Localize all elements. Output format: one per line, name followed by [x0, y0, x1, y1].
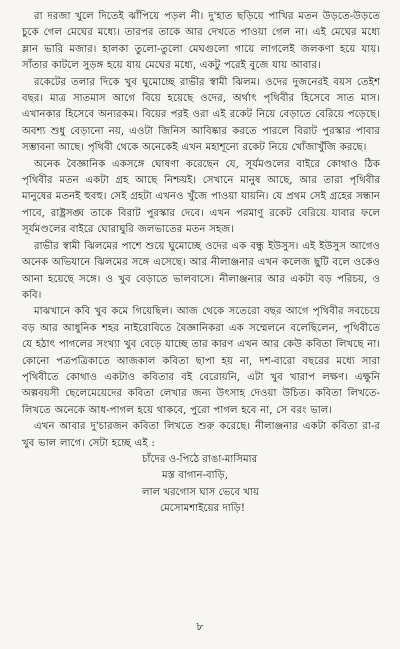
- paragraph-4: রাভীর স্বামী ঝিলমের পাশে শুয়ে ঘুমোচ্ছে ওদের এক বন্ধু ইউসুস। এই ইউসুস আগেও অনেক অভিযানে ঝিলমের সঙ্গে এসেছে। আর নীলাঞ্জনার এখন কলেজ ছুটি বলে ওকেও আনা হয়েছে সঙ্গে। ও খুব বেড়াতে ভালবাসে। নীলাঞ্জনার আর একটা বড় পরিচয়, ও কবি।: [22, 240, 380, 301]
- paragraph-5: মাঝখানে কবি খুব কমে গিয়েছিল। আজ থেকে সতেরো বছর আগে পৃথিবীর সবচেয়ে বড় আর আধুনিক শহর নাইরোবিতে বৈজ্ঞানিকরা এক সম্মেলনে বলেছিলেন, পৃথিবীতে যে হঠাৎ পাগলের সংখ্যা খুব বেড়ে যাচ্ছে তার কারণ এখন আর কেউ কবিতা লিখছে না। কোনো পত্রপত্রিকাতে আজকাল কবিতা ছাপা হয় না, দশ-বারো বছরের মধ্যে সারা পৃথিবীতে কোথাও একটাও কবিতার বই বেরোয়নি, এটা খুব খারাপ লক্ষণ। এক্ষুনি অল্পবয়সী ছেলেমেয়েদের কবিতা লেখার জন্য উৎসাহ দেওয়া উচিত। কবিতা লিখতে-লিখতে অনেকে আধ-পাগল হয়ে থাকবে, পুরো পাগল হবে না, সে বরং ভাল।: [22, 306, 380, 416]
- paragraph-6: এখন আবার দু'চারজন কবিতা লিখতে শুরু করেছে। নীলাঞ্জনার একটা কবিতা রা-র খুব ভাল লাগে। সেটা হচ্ছে এই :: [22, 421, 380, 449]
- page-number: ৮: [196, 620, 204, 633]
- paragraph-2: রকেটের তলার দিকে খুব ঘুমোচ্ছে রাভীর স্বামী ঝিলম। ওদের দুজনেরই বয়স তেইশ বছর। মাত্র সাতমাস আগে বিয়ে হয়েছে ওদের, অর্থাৎ পৃথিবীর হিসেবে সাত মাস। এখানকার হিসেবে অন্যরকম। বিয়ের পরই ওরা এই রকেট নিয়ে বেড়াতে বেরিয়ে পড়েছে। অবশ্য শুধু বেড়ানো নয়, এওটা জিনিস আবিষ্কার করতে পারলে বিরাট পুরস্কার পাবার সম্ভাবনা আছে। পৃথিবী থেকে অনেকেই এখন মহাশূন্যে রকেট নিয়ে খোঁজাখুঁজি করছে।: [22, 76, 380, 154]
- poem-line: চাঁদের ও-পিঠে রাঙা-মাসিমার: [142, 453, 258, 465]
- paragraph-1: রা দরজা খুলে দিতেই ঝাঁপিয়ে পড়ল নী। দু'হাত ছড়িয়ে পাখির মতন উড়তে-উড়তে চুকে গেল মেঘের মধ্যে। তারপর তাকে আর দেখতে পাওয়া গেল না। এই মেঘের মধ্যে ম্লান ভারি মজার। হালকা তুলো-তুলো মেঘগুলো গায়ে লাগলেই জলকণা হয়ে যায়। সাঁতার কাটলে সুড়ঙ্গ হয়ে যায় মেঘের মধ্যে, একটু পরেই বুজে যায় আবার।: [22, 11, 380, 72]
- poem-line: মস্ত বাগান-বাড়ি,: [162, 470, 229, 482]
- poem: [142, 452, 380, 518]
- paragraph-3: অনেক বৈজ্ঞানিক একসঙ্গে ঘোষণা করেছেন যে, সূর্যমণ্ডলের বাইরে কোথাও ঠিক পৃথিবীর মতন একটা গ্রহ আছে নিশ্চয়ই। সেখানে মানুষ আছে, আর তারা পৃথিবীর মানুষের মতনই হুবহু। সেই গ্রহটা এখনও খুঁজে পাওয়া যায়নি। যে প্রথম সেই গ্রহের সন্ধান পাবে, রাষ্ট্রসঙ্ঘ তাকে বিরাট পুরস্কার দেবে। এখন পরমাণু রকেট বেরিয়ে যাবার ফলে সূর্যমণ্ডলের বাইরে ঘোরাঘুরি জলভাতের মতন সহজ।: [22, 158, 380, 236]
- poem-line: লাল খরগোস ঘাস ভেবে খায়: [142, 486, 259, 498]
- poem-line: মেসোমশাইয়ের দাড়ি!: [160, 503, 246, 515]
